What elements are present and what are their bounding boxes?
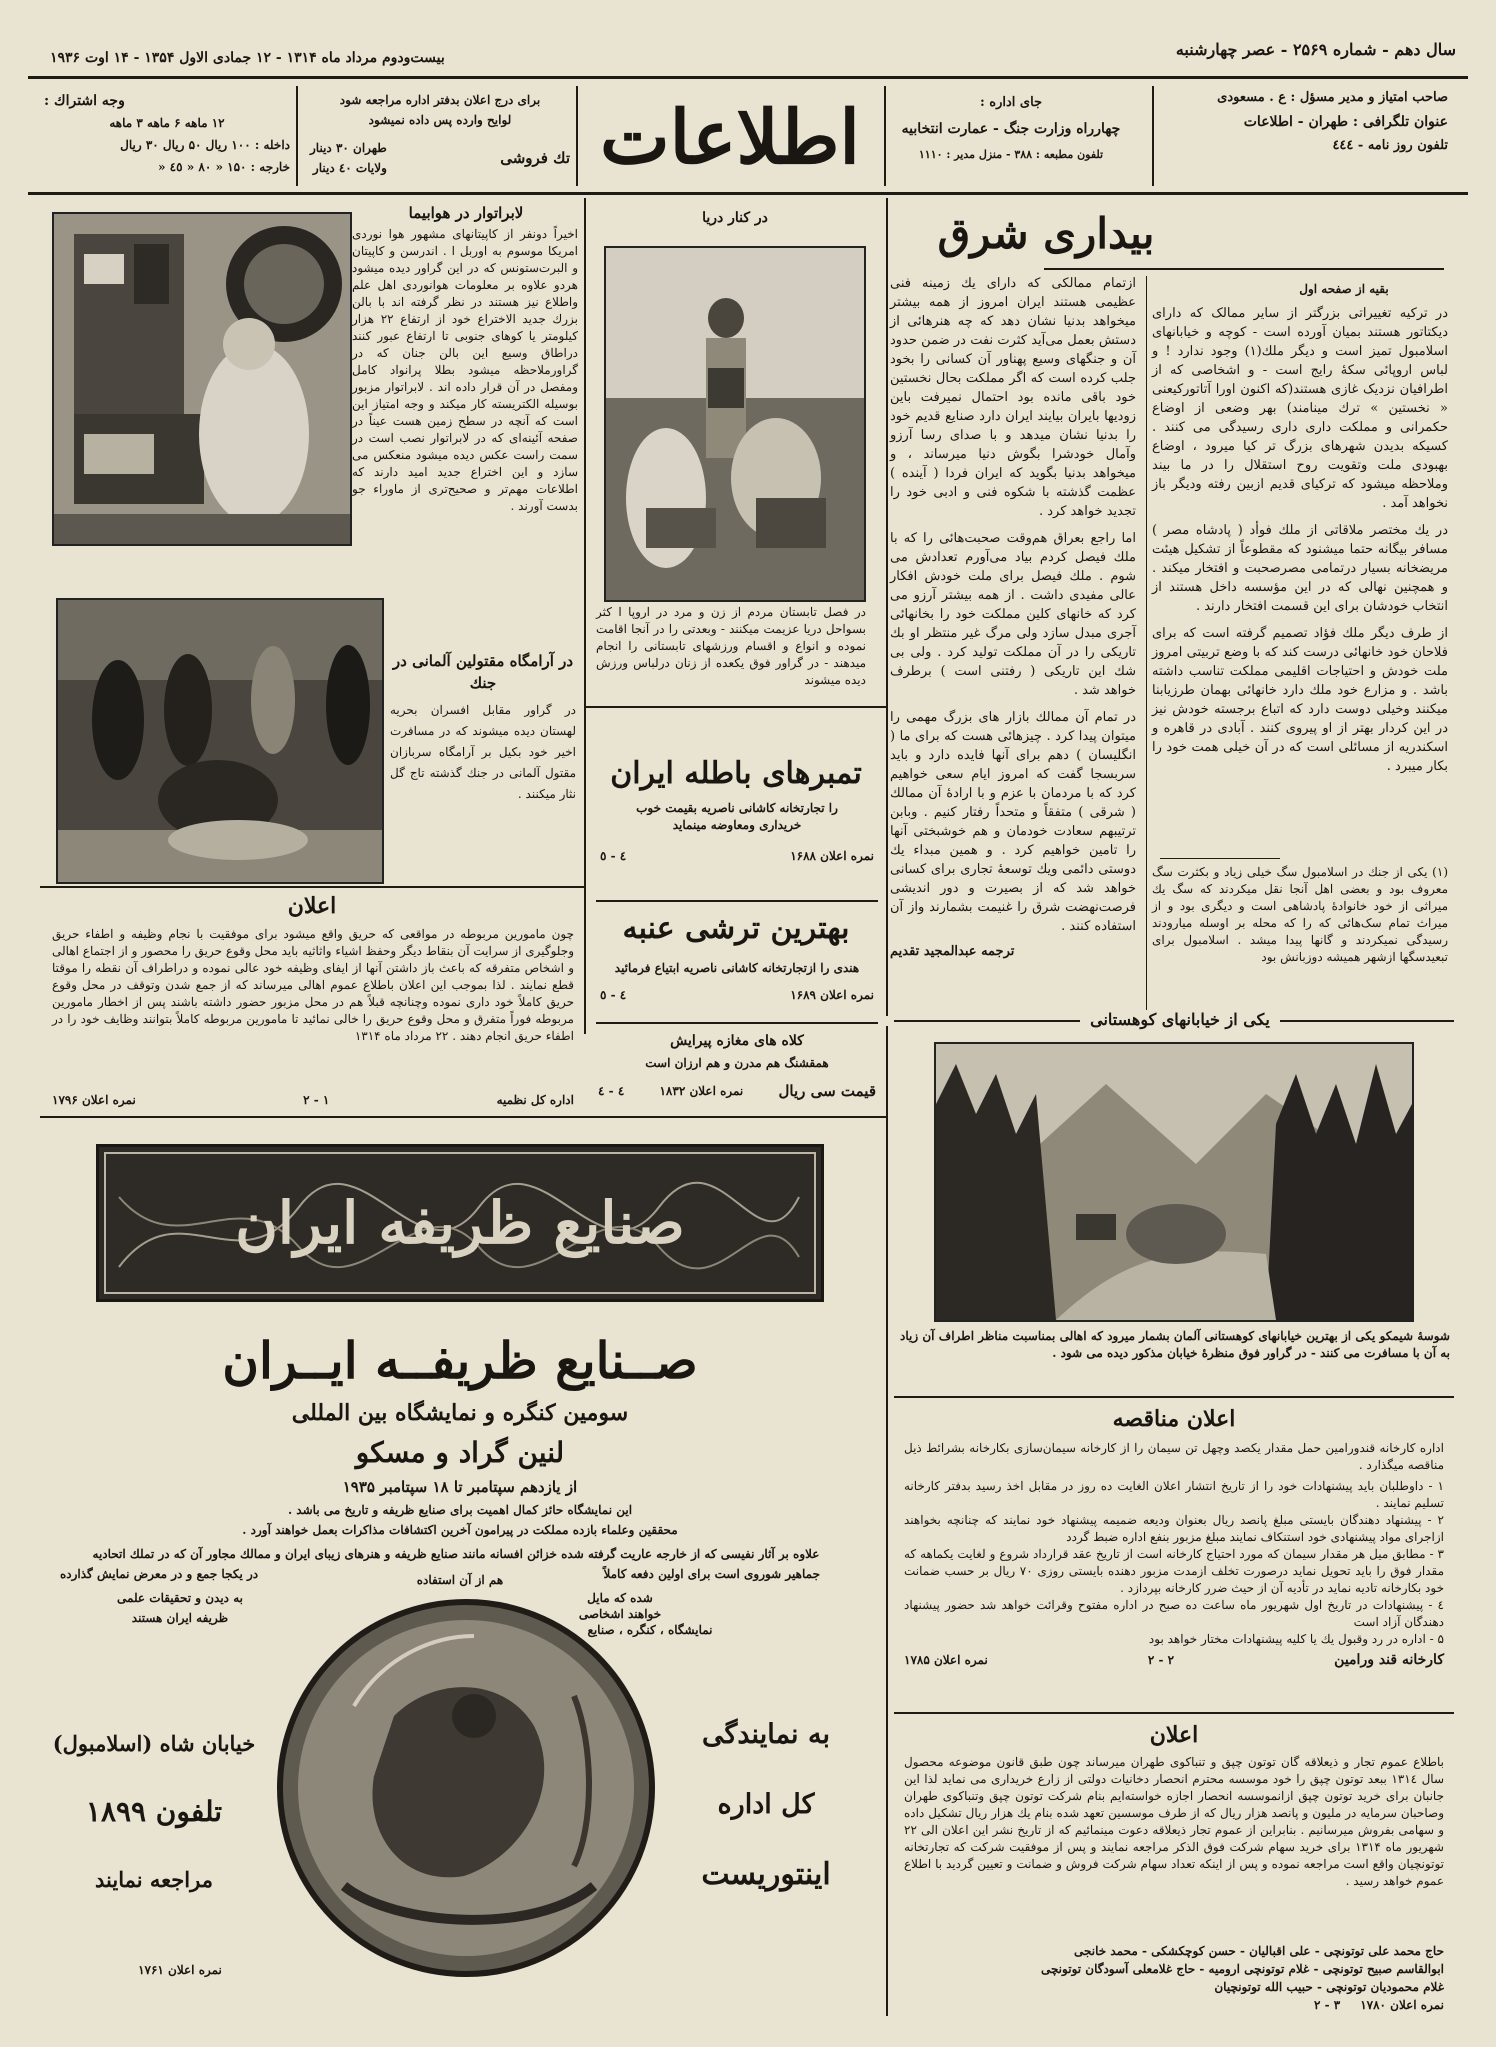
sea-photo bbox=[604, 246, 866, 602]
german-graves-text: در گراور مقابل افسران بحریه لهستان دیده میشوند که در مسافرت اخیر خود بکیل بر آرامگاه سربازان مقتول آلمانی در جنك گذشته تاج گل نثار میکنند . bbox=[390, 703, 576, 801]
ads-info bbox=[310, 90, 570, 178]
tobacco-notice-body bbox=[904, 1754, 1444, 1890]
arts-line4: این نمایشگاه حائز کمال اهمیت برای صنایع ظریفه و تاریخ می باشد . bbox=[287, 1503, 633, 1517]
article-east-title: بیداری شرق bbox=[937, 209, 1155, 258]
arts-line2: لنین گراد و مسکو bbox=[355, 1436, 565, 1469]
tender-signature: کارخانه قند ورامین bbox=[1334, 1652, 1444, 1668]
office-line: جای اداره : bbox=[979, 95, 1043, 110]
mountain-photo-caption-box bbox=[900, 1328, 1450, 1362]
stamps-ad-number: نمره اعلان ۱۶۸۸ bbox=[790, 849, 874, 863]
arts-left-line: به نمایندگی bbox=[702, 1719, 830, 1750]
tobacco-name-line: ابوالقاسم صبیح توتونچی - غلام توتونچی ارومیه - حاج غلامعلی آسودگان توتونچی bbox=[1040, 1962, 1444, 1976]
subscription-info bbox=[44, 90, 290, 178]
article-paragraph: اما راجع بعراق هم‌وقت صحبت‌هائی را که با ملك فیصل کردم بیاد می‌آورم تعدادش می شوم . ملك فیصل برای ملت خودش افکار عالی مفیدی داشت . از همه بیشتر آرزو می کرد که خانهای کلین مملکت خود را بخانهائی آجری مبدل سازد ولی مرگ غیر منتظر او بك تاریکی را در آن مملکت تولید کرد . ولی بی شك این تاریکی ( رفتنی است ) برطرف خواهد شد . bbox=[890, 531, 1136, 698]
ads-line: برای درج اعلان بدفتر اداره مراجعه شود bbox=[339, 93, 541, 107]
arts-coin-image bbox=[274, 1596, 658, 1980]
fire-notice-signature: اداره کل نظمیه bbox=[496, 1093, 574, 1107]
hat-ad bbox=[598, 1030, 876, 1102]
sea-photo-caption: در فصل تابستان مردم از زن و مرد در اروپا ا کثر بسواحل دریا عزیمت میکنند - وبعدتی را در آنجا اقامت نموده و انواع و اقسام ورزشهای تابستانی را انجام میدهند - در گراور فوق یکعده از زنان درلباس ورزش دیده میشوند bbox=[596, 605, 866, 687]
fire-notice-title: اعلان bbox=[287, 893, 337, 919]
price-line: طهران ۳۰ دینار bbox=[310, 141, 387, 155]
arts-left-line: کل اداره bbox=[717, 1789, 815, 1820]
hat-ad-number: نمره اعلان ۱۸۳۲ bbox=[659, 1084, 744, 1098]
arts-right-line: خیابان شاه (اسلامبول) bbox=[52, 1731, 256, 1756]
tobacco-notice-number: نمره اعلان ۱۷۸۰ bbox=[1360, 1998, 1444, 2012]
torshi-ad-title: بهترین ترشی عنبه bbox=[622, 911, 850, 946]
article-east-col1 bbox=[1152, 304, 1448, 776]
arts-body-line: علاوه بر آثار نفیسی که از خارجه عاریت گرفته شده خزائن افسانه مانند صنایع ظریفه و هنرهای زیبای ایران و ممالك مجاور آن که در تملك اتحادیه bbox=[92, 1547, 820, 1561]
footnote-text: (۱) یکی از جنك در اسلامبول سگ خیلی زیاد و بکثرت سگ معروف بود و بعضی اهل آنجا نقل میکردند که سگ یك میراثی از خود خانوادهٔ پادشاهی است و دیگری بود و از میراث تمام سک‌هائی که را که محله بر اوسله میارودند رسیدگی نمیکردند و گانها پیدا میشد . اسلامبول برای تبعیدسگها ازشهر همیشه دوزبانش بود bbox=[1152, 865, 1448, 964]
tobacco-notice-code: ۳ - ۲ bbox=[1313, 1998, 1341, 2012]
subscription-title: وجه اشتراك : bbox=[44, 93, 125, 109]
arts-left-line: اینتوریست bbox=[701, 1857, 831, 1892]
owner-info bbox=[1158, 86, 1448, 158]
torshi-ad-line: هندی را ازتجارتخانه کاشانی ناصریه ابتیاع فرمائید bbox=[614, 961, 860, 975]
graves-photo-image bbox=[58, 600, 382, 882]
arts-body-line: خواهند اشخاصی bbox=[578, 1607, 662, 1621]
arts-line5: محققین وعلماء بازده مملکت در پیرامون آخرین اکتشافات مذاکرات بعمل خواهند آورد . bbox=[242, 1523, 678, 1537]
tobacco-notice-title: اعلان bbox=[1149, 1722, 1199, 1748]
ads-line: لوایح وارده پس داده نمیشود bbox=[368, 113, 512, 127]
arts-line3: از یازدهم سپتامبر تا ۱۸ سپتامبر ۱۹۳۵ bbox=[342, 1478, 578, 1496]
article-paragraph: در یك مختصر ملاقاتی از ملك فوأد ( پادشاه مصر ) مسافر بیگانه حتما میشنود که مقطوعاً از تشکیل هیئت مریضخانه بسیار درتمامی مصرصحبت و افتخار میکند . و همچنین نهالی که در این مؤسسه داخل هستند از انتخاب خودشان برای این قسمت افتخار دارند . bbox=[1152, 523, 1448, 614]
article-east-footnote bbox=[1152, 864, 1448, 966]
torshi-ad-code: ٤ - ٥ bbox=[600, 988, 627, 1002]
tender-intro: اداره کارخانه قندورامین حمل مقدار یکصد وچهل تن سیمان را از کارخانه سیمان‌سازی بکارخانه بشرائط ذیل مناقصه میگذارد . bbox=[904, 1441, 1444, 1472]
arts-right-col bbox=[40, 1710, 268, 1914]
owner-line: عنوان تلگرافی : طهران - اطلاعات bbox=[1243, 114, 1448, 130]
tender-number: نمره اعلان ۱۷۸۵ bbox=[904, 1653, 988, 1667]
article-translator: ترجمه عبدالمجید تقدیم bbox=[890, 944, 1015, 959]
mountain-photo-caption: شوسهٔ شیمکو یکی از بهترین خیابانهای کوهستانی آلمان بشمار میرود که اهالی بمناسبت مناظر اطراف آن زیاد به آن با مسافرت می کنند - در گراور فوق منظرهٔ خیابان مذکور دیده می شود . bbox=[900, 1329, 1450, 1360]
lab-balloon-title: لابراتوار در هوابیما bbox=[408, 204, 524, 222]
lab-balloon-text: اخیراً دونفر از کاپیتانهای مشهور هوا نوردی امریکا موسوم به اوربل ا . اندرسن و کاپیتان و البرت‌ستونس که در این گراور دیده میشود هردو علاوه بر معلومات هوانوردی اهل علم واطلاع نیز هستند در نظر گرفته اند با بالن بزرك جدید الاختراع خود از ارتفاع ۲۲ هزار کیلومتر یا کوهای جنوبی تا ارتفاع عبور کنند دراطاق وسیع این بالن جنان که در گراورملاحظه میشود بطلا پرانواد کامل ومفصل در آن قرار داده اند . لابراتوار مزبور بوسیله الکتریسته کار میکند و وجه امتیاز این است که آنچه در سطح زمین هست عیناً در صفحه آئینه‌ای که در لابراتوار نصب است در سمت راست عکس دیده میشود منعکس می سازد و این اختراع جدید امید دارند که اطلاعات مهم‌تر و صحیح‌تری از ماوراء جو بدست آورند . bbox=[352, 227, 578, 513]
fire-notice-text: چون مامورین مربوطه در مواقعی که حریق واقع میشود برای موفقیت با نجام وظیفه و اطفاء حریق وجلوگیری از سرایت آن بنقاط دیگر وحفظ اشیاء واثاثیه باید محل وقوع حریق را محصور و از اجتماع اهالی و اشخاص متفرقه که باعث باز داشتن آنها از ایفای وظیفه خود عالی نموده و دراطراف آن نقطه را موقتا قطع نمایند . لذا بموجب این اعلان باطلاع عموم اهالی میرساند که از جمع شدن وتوقف در محل وقوع حریق کاملاً خود داری نموده وچنانچه قبلاً هم در محل مزبور حضور داشته باشند پس از اخطار مامورین مربوطه فوراً متفرق و محل وقوع حریق را خالی نمائید تا مامورین مربوطه کاملاً بتوانند وظایف خود را در اطفاء حریق انجام دهند . ۲۲ مرداد ماه ۱۳۱۴ bbox=[52, 927, 574, 1043]
single-sale-label: تك فروشی bbox=[500, 149, 570, 167]
hat-ad-line: همقشنگ هم مدرن و هم ارزان است bbox=[645, 1056, 829, 1070]
tender-body bbox=[904, 1440, 1444, 1669]
article-east-continued: بقیه از صفحه اول bbox=[1299, 282, 1389, 296]
german-graves-body bbox=[390, 700, 576, 805]
lab-balloon-body bbox=[352, 226, 578, 515]
subscription-header: ۱۲ ماهه ۶ ماهه ۳ ماهه bbox=[109, 116, 225, 130]
torshi-ad-number: نمره اعلان ۱۶۸۹ bbox=[790, 988, 874, 1002]
sea-photo-image bbox=[606, 248, 864, 600]
torshi-ad-body bbox=[600, 960, 874, 1004]
article-paragraph: در ترکیه تغییراتی بزرگتر از سایر ممالک که دارای دیکتاتور هستند بمیان آورده است - کوچه و خیابانهای اسلامبول تمیز است و دیگر ملك(۱) وجود ندارد ! و لباس اروپائی سکهٔ رایج است - و اشخاصی که از اطرافیان نزدیک غازی هستند(که اکنون اورا آتاتورکیعنی « نخستین » ترك مینامند) بهر وضعی از اوضاع حکمرانی و مملکت داری داری رسیدگی می کنند . کسیکه بدیدن شهرهای بزرگ تر کیا میرود ، اوضاع بهبودی ملت وتقویت روح استقلال را در ما بیند وملاحظه میشود که ترکیای قدیم ازبین رفته ودیگر باز نخواهد آمد . bbox=[1152, 306, 1448, 511]
stamps-ad-line: خریداری ومعاوضه مینماید bbox=[672, 818, 802, 832]
hat-ad-price: قیمت سی ریال bbox=[778, 1082, 876, 1100]
tobacco-name-line: حاج محمد علی توتونچی - علی اقبالیان - حسن کوچکشکی - محمد خانجی bbox=[1074, 1944, 1444, 1958]
office-line: تلفون مطبعه : ۳۸۸ - منزل مدیر : ۱۱۱۰ bbox=[918, 148, 1104, 161]
sea-photo-title: در کنار دریا bbox=[702, 210, 768, 226]
fire-notice-body bbox=[52, 926, 574, 1045]
article-paragraph: در تمام آن ممالك بازار های بزرگ مهمی را میتوان پیدا کرد . چیزهائی هست که برای ما ( انگلیسان ) دهم برای آنها فایده دارد و باید سربسجا گفت که امروز ایام سعی خواهیم کرد که با مردمان با عزم و با ارادهٔ آن ممالك ( شرقی ) متفقاً و متحداً رفتار کنیم . وبابن ترتیبهم سعادت خودمان و هم خوشبختی آنها را تامین خواهیم کرد . و همین مبداء یك دوستی دائمی ویك توسعهٔ تجاری برای کسانی خواهد شد که از بصیرت و دور اندیشی فرصت‌نهضت شرق را غنیمت بشمارند واز آن استفاده کنند . bbox=[890, 710, 1136, 934]
fire-notice-footer bbox=[52, 1092, 574, 1109]
article-paragraph: ازتمام ممالکی که دارای یك زمینه فنی عظیمی هستند ایران امروز از همه بیشتر میخواهد بدنیا نشان دهد که چه هنرهائی از دستش بعمل می‌آید کثرت نفت در ضمن حدود آن و جنگهای وسیع پهناور آن کسانی را بخود جلب کرده است که اگر مملکت بحال نخستین خود باقی مانده بود احتمال نمیرفت باین زودیها بایران بیایند ایران دارد صنایع قدیم خود را بدنیا نشان میدهد و با صدای رسا آرزو وآمال خودشرا بگوش دنیا میرساند ، و میخواهد بدنیا بگوید که ایران فردا ( آینده ) عظمت گذشته با شکوه فنی و ادبی خود را تجدید خواهد کرد . bbox=[890, 276, 1136, 519]
article-east-col2 bbox=[890, 274, 1136, 961]
arts-banner-text: صنایع ظریفه ایران bbox=[235, 1189, 685, 1257]
arts-body-line: به دیدن و تحقیقات علمی bbox=[117, 1591, 243, 1605]
arts-title: صــنایع ظریفــه ایــران bbox=[222, 1331, 698, 1390]
german-graves-photo bbox=[56, 598, 384, 884]
lab-photo-image bbox=[54, 214, 350, 544]
tobacco-name-line: غلام محمودیان توتونچی - حبیب الله توتونچیان bbox=[1214, 1980, 1444, 1994]
newspaper-title: اطلاعات bbox=[600, 95, 860, 181]
arts-body-line: نمایشگاه ، کنگره ، صنایع bbox=[587, 1623, 713, 1637]
tobacco-notice-names bbox=[904, 1942, 1444, 2014]
mountain-photo-title: یکی از خیابانهای کوهستانی bbox=[1080, 1010, 1280, 1029]
office-line: چهارراه وزارت جنگ - عمارت انتخابیه bbox=[901, 121, 1121, 137]
issue-date: بیست‌ودوم مرداد ماه ۱۳۱۴ - ۱۲ جمادی الاول ۱۳۵۴ - ۱۴ اوت ۱۹۳۶ bbox=[50, 50, 445, 66]
subscription-domestic: داخله : ۱۰۰ ریال ۵۰ ریال ۳۰ ریال bbox=[120, 138, 290, 152]
office-info bbox=[876, 90, 1146, 168]
mountain-photo bbox=[934, 1042, 1414, 1322]
issue-info: سال دهم - شماره ۲۵۶۹ - عصر چهارشنبه bbox=[1175, 40, 1456, 59]
arts-body-line: در یکجا جمع و در معرض نمایش گذارده bbox=[60, 1567, 259, 1581]
hat-ad-code: ٤ - ٤ bbox=[598, 1084, 625, 1098]
mountain-photo-image bbox=[936, 1044, 1412, 1320]
tender-item: ۱ - داوطلبان باید پیشنهادات خود را از تاریخ انتشار اعلان الغایت ده روز در مقابل اخذ رسید بدفتر کارخانه تسلیم نمایند . bbox=[904, 1479, 1444, 1510]
stamps-ad-code: ٤ - ٥ bbox=[600, 849, 627, 863]
arts-line1: سومین کنگره و نمایشگاه بین المللی bbox=[291, 1400, 629, 1426]
stamps-ad-line: را تجارتخانه کاشانی ناصریه بقیمت خوب bbox=[636, 801, 838, 815]
owner-line: صاحب امتیاز و مدیر مسؤل : ع . مسعودی bbox=[1217, 90, 1448, 105]
price-line: ولایات ٤٠ دینار bbox=[312, 161, 387, 175]
arts-body-line: جماهیر شوروی است برای اولین دفعه کاملاً bbox=[603, 1567, 820, 1581]
tender-item: ٤ - پیشنهادات در تاریخ اول شهریور ماه ساعت ده صبح در اداره مفتوح وقرائت خواهد شد حضور پیشنهاد دهندگان آزاد است bbox=[904, 1598, 1444, 1629]
arts-body-line: شده که مایل bbox=[587, 1591, 653, 1605]
article-paragraph: از طرف دیگر ملك فؤاد تصمیم گرفته است که برای فلاحان خود خانهائی درست کند که با وضع تربیتی امروز ملت خودش و احتیاجات اقلیمی مملکت تناسب داشته باشد . و مزارع خود ملك دارد خانهائی بهمان طرزیابنا میکنند وخیلی دوست دارد که اتباع برجسته خودش نیز در این کردار بهتر از او پیروی کنند . آبادی در قاهره و اسکندریه از مسائلی است که در آن خیلی همت خود را بکار میبرد . bbox=[1152, 626, 1448, 774]
arts-left-col bbox=[676, 1700, 856, 1910]
sea-photo-caption-box bbox=[596, 604, 866, 689]
tender-item: ۵ - اداره در رد وقبول یك یا کلیه پیشنهادات مختار خواهد بود bbox=[1148, 1632, 1444, 1646]
arts-right-line: مراجعه نمایند bbox=[95, 1867, 213, 1892]
fire-notice-number: نمره اعلان ۱۷۹۶ bbox=[52, 1093, 136, 1107]
owner-line: تلفون روز نامه - ٤٤٤ bbox=[1332, 138, 1448, 153]
tender-item: ۲ - پیشنهاد دهندگان بایستی مبلغ پانصد ریال بعنوان ودیعه ضمیمه پیشنهاد خود نمایند که چنانچه بخواهند ازاجرای مواد پیشنهادی خود استنکاف نمایند مبلغ مزبور بنفع اداره ضبط گردد bbox=[904, 1513, 1444, 1544]
lab-balloon-photo bbox=[52, 212, 352, 546]
arts-body-line: هم از آن استفاده bbox=[416, 1573, 504, 1587]
stamps-ad-title: تمبرهای باطله ایران bbox=[610, 756, 862, 791]
tobacco-notice-text: باطلاع عموم تجار و ذیعلاقه گان توتون چپق و تنباکوی طهران میرساند چون طبق قانون موضوعه محصول سال ۱۳۱٤ ببعد توتون چپق را خود موسسه محترم انحصار دخانیات دولتی از زارع خریداری می نماید لذا این جانبان برای خرید توتون چپق ازانموسسه انحصار اجازه خواسته‌ایم بنام شرکت توتون چپق وتنباکوی طهران وصاحبان سرمایه در ملیون و پانصد هزار ریال که از طرف موسسین تعهد شده بنام یك هزار ریال تشکیل داده و سهامی بفروش میرسانیم . بنابراین از عموم تجار ذیعلاقه دعوت مینمائیم که از تاریخ نشر این اعلان الی ۲۲ شهریور ماه ۱۳۱۴ برای خرید سهام شرکت فوق الذکر مراجعه نمایند و پس از موفقیت شرکت که تجارتخانه توتونچیان واقع است مراجعه نموده و پس از اینکه تعداد سهام شرکت فروش و ضمانت و تعیین گردید با اطلاع عموم خواهد رسید . bbox=[904, 1755, 1444, 1888]
tender-item: ۳ - مطابق میل هر مقدار سیمان که مورد احتیاج کارخانه است از تاریخ عقد قرارداد شروع و لغایت یکماهه که مقدار فوق را باید تحویل نماید درصورت تخلف ازمدت مزبور دهنده بایستی روزی ۷۰ ریال بر حسب ضمانت خود بکارخانه تادیه نماید در تأدیه آن از حیث ضرر کارخانه بپردازد . bbox=[904, 1547, 1445, 1595]
german-graves-title: در آرامگاه مقتولین آلمانی در جنك bbox=[392, 652, 574, 692]
hat-ad-title: کلاه های مغازه پیرایش bbox=[670, 1033, 804, 1049]
stamps-ad-body bbox=[600, 800, 874, 865]
arts-body-line: ظریفه ایران هستند bbox=[131, 1611, 229, 1625]
subscription-foreign: خارجه : ۱۵۰ « ۸۰ « ٤٥ « bbox=[157, 160, 290, 174]
tender-title: اعلان مناقصه bbox=[1112, 1406, 1236, 1432]
arts-coin bbox=[274, 1596, 658, 1980]
arts-number: نمره اعلان ۱۷۶۱ bbox=[138, 1963, 222, 1977]
arts-right-line: تلفون ۱۸۹۹ bbox=[85, 1795, 223, 1828]
arts-banner bbox=[96, 1144, 824, 1302]
tender-code: ۲ - ۲ bbox=[1147, 1653, 1175, 1667]
fire-notice-code: ۱ - ۲ bbox=[303, 1093, 330, 1107]
